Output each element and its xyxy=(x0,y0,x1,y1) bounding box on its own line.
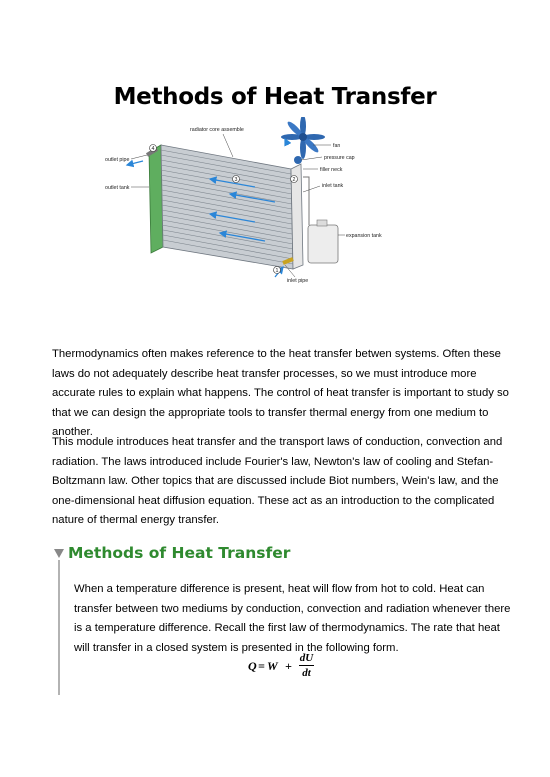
eq-q: Q xyxy=(248,659,257,673)
marker-4 xyxy=(150,145,157,153)
label-radiator-core: radiator core assemble xyxy=(190,127,244,133)
label-inlet-tank: inlet tank xyxy=(322,183,344,189)
label-fan: fan xyxy=(333,143,341,149)
collapse-triangle-icon[interactable] xyxy=(54,549,64,558)
eq-equals: = xyxy=(258,659,265,673)
section-heading: Methods of Heat Transfer xyxy=(68,544,291,562)
page-title: Methods of Heat Transfer xyxy=(113,84,437,110)
section-toggle[interactable] xyxy=(54,544,290,562)
label-outlet-pipe: outlet pipe xyxy=(105,157,130,163)
svg-text:3: 3 xyxy=(234,177,238,183)
intro-paragraph: Thermodynamics often makes reference to the heat transfer betwen systems. Often these laws do not adequately describe heat transfer processes, so we must introduce more accurate rules to explain what happens. The control of heat transfer is important to study so that we can design the appropriate tools to transfer thermal energy from one medium to another. xyxy=(52,348,509,439)
label-inlet-pipe: inlet pipe xyxy=(287,278,309,284)
marker-3 xyxy=(233,176,240,184)
pressure-cap-icon xyxy=(294,156,302,164)
marker-1 xyxy=(274,267,281,275)
eq-fraction xyxy=(299,652,314,679)
eq-denominator: dt xyxy=(302,667,311,679)
eq-w: W xyxy=(267,659,278,673)
section-rule xyxy=(58,560,60,695)
label-filler-neck: filler neck xyxy=(320,167,343,173)
section-body: When a temperature difference is present, heat will flow from hot to cold. Heat can transfer between two mediums by conduction, convection and radiation whenever there is a temperature difference. Recall the first law of thermodynamics. The rate that heat will transfer in a closed system is presented in the following form. xyxy=(74,583,511,654)
svg-text:2: 2 xyxy=(292,177,296,183)
eq-plus: + xyxy=(285,659,292,673)
svg-text:1: 1 xyxy=(275,268,279,274)
svg-text:4: 4 xyxy=(151,146,155,152)
eq-numerator: dU xyxy=(299,652,314,664)
fan-icon xyxy=(281,117,325,159)
module-paragraph: This module introduces heat transfer and the transport laws of conduction, convection and radiation. The laws introduced include Fourier's law, Newton's law of cooling and Stefan-Boltzmann law. Other topics that are discussed include Biot numbers, Wein's law, and the one-dimensional heat diffusion equation. These act as an introduction to the complicated nature of thermal energy transfer. xyxy=(52,436,503,527)
label-expansion-tank: expansion tank xyxy=(346,233,382,239)
label-outlet-tank: outlet tank xyxy=(105,185,130,191)
eq-fraction-bar xyxy=(299,665,314,666)
outlet-tank xyxy=(149,145,163,253)
label-pressure-cap: pressure cap xyxy=(324,155,355,161)
marker-2 xyxy=(291,176,298,184)
radiator-diagram xyxy=(105,117,425,293)
